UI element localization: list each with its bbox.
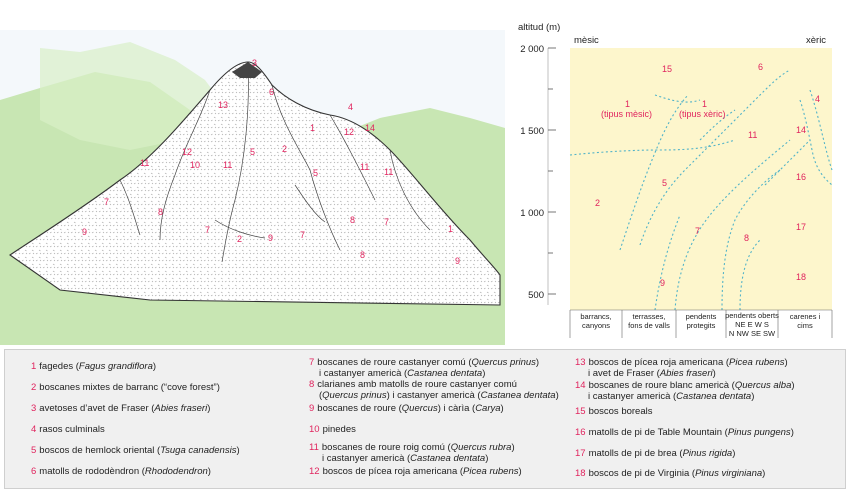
legend-item-6: 6 matolls de rododèndron (Rhododendron) — [31, 466, 211, 477]
panel-label: 6 — [758, 62, 764, 72]
mountain-label: 12 — [182, 147, 193, 157]
panel-label: 4 — [815, 94, 821, 104]
mountain-label: 2 — [237, 234, 243, 244]
mountain-label: 8 — [158, 207, 164, 217]
xeric-label: xèric — [806, 35, 827, 46]
mountain-label: 5 — [250, 147, 256, 157]
mountain-label: 11 — [360, 162, 370, 172]
category-label: N NW SE SW — [728, 329, 776, 338]
mountain-label: 1 — [448, 224, 454, 234]
legend-item-17: 17 matolls de pi de brea (Pinus rigida) — [575, 448, 736, 459]
legend-item-18: 18 boscos de pi de Virginia (Pinus virginiana) — [575, 468, 766, 479]
category-label: cims — [797, 321, 813, 330]
mountain-label: 9 — [82, 227, 88, 237]
category-label: terrasses, — [632, 312, 666, 321]
panel-label: 7 — [695, 226, 701, 236]
panel-label: 17 — [796, 222, 807, 232]
mountain-label: 5 — [313, 168, 319, 178]
panel-label: 11 — [748, 130, 758, 140]
mountain-label: 10 — [190, 160, 201, 170]
panel-label: 1 — [625, 99, 631, 109]
legend-item-9: 9 boscanes de roure (Quercus) i càrìa (Carya) — [309, 403, 504, 414]
legend-item-8: 8 clarianes amb matolls de roure castanyer comú (Quercus prinus) i castanyer americà (Castanea dentata) — [309, 379, 559, 401]
axis-title: altitud (m) — [518, 22, 561, 33]
legend-item-10: 10 pinedes — [309, 424, 356, 435]
legend-item-2: 2 boscanes mixtes de barranc (“cove forest”) — [31, 382, 220, 393]
altitude-axis — [518, 22, 560, 305]
panel-label: 14 — [796, 125, 807, 135]
panel-label: 18 — [796, 272, 807, 282]
category-label: canyons — [582, 321, 610, 330]
tick-label: 500 — [528, 290, 544, 301]
panel-label: 8 — [744, 233, 750, 243]
panel-label: 16 — [796, 172, 807, 182]
legend-item-1: 1 fagedes (Fagus grandiflora) — [31, 361, 157, 372]
legend-item-11: 11 boscanes de roure roig comú (Quercus rubra) i castanyer americà (Castanea dentata) — [309, 442, 515, 464]
mountain-label: 11 — [384, 167, 394, 177]
panel-label: 9 — [660, 278, 666, 288]
category-label: pendents oberts — [725, 311, 779, 320]
legend-item-3: 3 avetoses d’avet de Fraser (Abies fraseri) — [31, 403, 211, 414]
mountain-label: 7 — [300, 230, 306, 240]
mountain-label: 7 — [384, 217, 390, 227]
legend-item-15: 15 boscos boreals — [575, 406, 653, 417]
legend-item-7: 7 boscanes de roure castanyer comú (Quercus prinus) i castanyer americà (Castanea dentata) — [309, 357, 540, 379]
category-label: fons de valls — [628, 321, 670, 330]
tick-label: 1 500 — [520, 126, 544, 137]
category-label: carenes i — [789, 312, 821, 321]
panel-label: 15 — [662, 64, 673, 74]
legend-item-13: 13 boscos de pícea roja americana (Picea rubens) i avet de Fraser (Abies fraseri) — [575, 357, 788, 379]
legend-item-14: 14 boscanes de roure blanc americà (Quercus alba) i castanyer americà (Castanea dentata) — [575, 380, 795, 402]
category-strip — [570, 310, 832, 338]
mountain-label: 14 — [365, 123, 376, 133]
legend-item-4: 4 rasos culminals — [31, 424, 105, 435]
mountain-label: 9 — [268, 233, 274, 243]
mountain-label: 7 — [205, 225, 211, 235]
panel-label: 5 — [662, 178, 668, 188]
mountain-label: 7 — [104, 197, 110, 207]
legend — [4, 349, 846, 489]
legend-item-5: 5 boscos de hemlock oriental (Tsuga canadensis) — [31, 445, 240, 456]
mountain-label: 6 — [269, 87, 275, 97]
mountain-label: 4 — [348, 102, 354, 112]
mountain-label: 11 — [223, 160, 233, 170]
legend-item-16: 16 matolls de pi de Table Mountain (Pinus pungens) — [575, 427, 794, 438]
legend-item-12: 12 boscos de pícea roja americana (Picea rubens) — [309, 466, 522, 477]
category-label: pendents — [685, 312, 717, 321]
panel-label: (tipus xèric) — [679, 109, 726, 119]
mountain-label: 8 — [350, 215, 356, 225]
mesic-label: mèsic — [574, 35, 599, 46]
mountain-label: 2 — [282, 144, 288, 154]
mountain-label: 9 — [455, 256, 461, 266]
panel-label: (tipus mèsic) — [601, 109, 653, 119]
mountain-label: 3 — [252, 58, 258, 68]
mountain-label: 8 — [360, 250, 366, 260]
mountain-label: 13 — [218, 100, 229, 110]
mountain-label: 12 — [344, 127, 355, 137]
category-label: NE E W S — [735, 320, 769, 329]
panel-label: 1 — [702, 99, 708, 109]
category-label: barrancs, — [580, 312, 612, 321]
panel-label: 2 — [595, 198, 601, 208]
mountain-label: 1 — [310, 123, 316, 133]
category-label: protegits — [686, 321, 716, 330]
gradient-panel — [570, 48, 832, 310]
tick-label: 1 000 — [520, 208, 544, 219]
tick-label: 2 000 — [520, 44, 544, 55]
mountain-label: 11 — [140, 158, 150, 168]
